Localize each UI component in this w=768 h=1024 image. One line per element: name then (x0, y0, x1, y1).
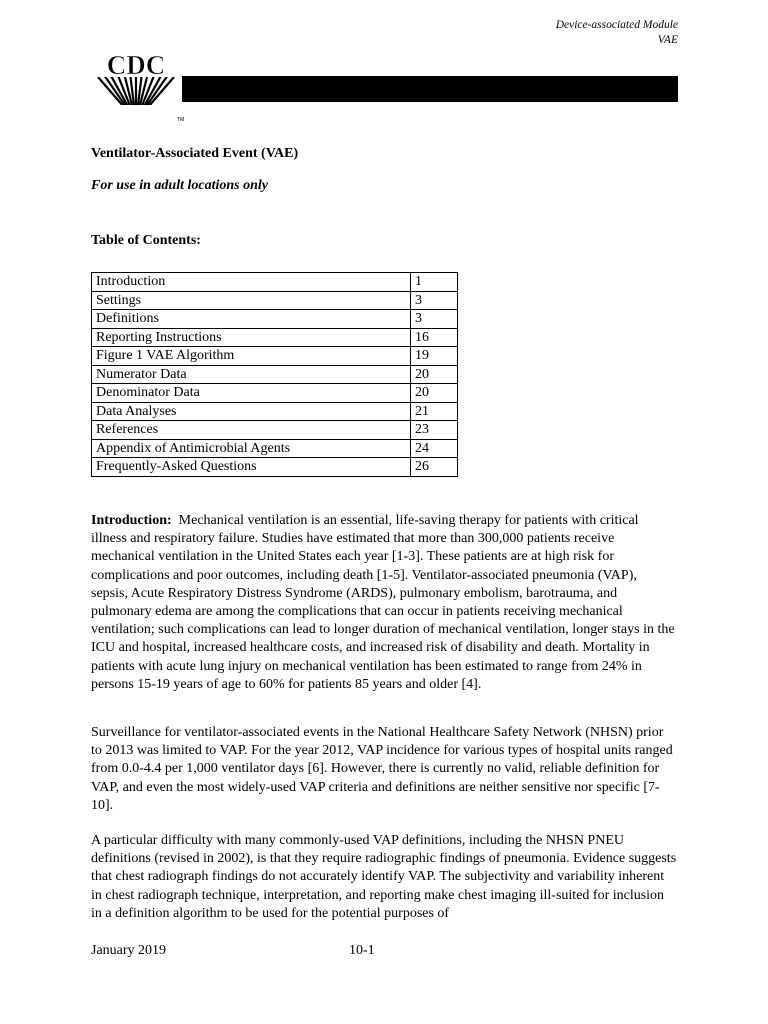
toc-page: 23 (411, 421, 458, 440)
toc-page: 20 (411, 384, 458, 403)
header-module: Device-associated Module (555, 19, 678, 31)
toc-page: 3 (411, 291, 458, 310)
table-of-contents (91, 272, 458, 477)
footer-page-number: 10-1 (349, 943, 375, 958)
toc-entry[interactable]: Settings (92, 291, 411, 310)
toc-entry[interactable]: Denominator Data (92, 384, 411, 403)
introduction-lead: Introduction: (91, 513, 172, 528)
toc-page: 16 (411, 328, 458, 347)
toc-entry[interactable]: Numerator Data (92, 365, 411, 384)
toc-row[interactable] (92, 421, 458, 440)
toc-page: 24 (411, 439, 458, 458)
toc-page: 26 (411, 458, 458, 477)
toc-row[interactable] (92, 439, 458, 458)
toc-row[interactable] (92, 273, 458, 292)
logo-trademark: TM (177, 117, 185, 123)
running-header (556, 18, 678, 48)
toc-page: 19 (411, 347, 458, 366)
toc-row[interactable] (92, 402, 458, 421)
document-subtitle: For use in adult locations only (91, 178, 268, 193)
toc-entry[interactable]: Reporting Instructions (92, 328, 411, 347)
toc-page: 20 (411, 365, 458, 384)
toc-row[interactable] (92, 458, 458, 477)
toc-heading: Table of Contents: (91, 233, 201, 248)
toc-entry[interactable]: Frequently-Asked Questions (92, 458, 411, 477)
toc-row[interactable] (92, 384, 458, 403)
header-bar (176, 76, 678, 102)
footer-date: January 2019 (91, 943, 167, 958)
toc-entry[interactable]: References (92, 421, 411, 440)
toc-entry[interactable]: Appendix of Antimicrobial Agents (92, 439, 411, 458)
toc-entry[interactable]: Data Analyses (92, 402, 411, 421)
logo-text: CDC (106, 50, 166, 80)
toc-entry[interactable]: Figure 1 VAE Algorithm (92, 347, 411, 366)
toc-page: 21 (411, 402, 458, 421)
document-title: Ventilator-Associated Event (VAE) (91, 146, 299, 161)
toc-entry[interactable]: Definitions (92, 310, 411, 329)
introduction-paragraph (91, 512, 677, 694)
toc-entry[interactable]: Introduction (92, 273, 411, 292)
toc-page: 1 (411, 273, 458, 292)
surveillance-paragraph: Surveillance for ventilator-associated events in the National Healthcare Safety Network (NHSN) prior to 2013 was limited to VAP. For the year 2012, VAP incidence for various types of hospital units ranged from 0.0-4.4 per 1,000 ventilator days [6]. However, there is currently no valid, reliable definition for VAP, and even the most widely-used VAP criteria and definitions are neither sensitive nor specific [7-10]. (91, 725, 673, 813)
header-section: VAE (657, 34, 678, 46)
toc-row[interactable] (92, 347, 458, 366)
toc-row[interactable] (92, 328, 458, 347)
toc-page: 3 (411, 310, 458, 329)
toc-row[interactable] (92, 365, 458, 384)
introduction-text: Mechanical ventilation is an essential, life-saving therapy for patients with critical illness and respiratory failure. Studies have estimated that more than 300,000 patients receive mechanical ventilation in the United States each year [1-3]. These patients are at high risk for complications and poor outcomes, including death [1-5]. Ventilator-associated pneumonia (VAP), sepsis, Acute Respiratory Distress Syndrome (ARDS), pulmonary embolism, barotrauma, and pulmonary edema are among the complications that can occur in patients receiving mechanical ventilation; such complications can lead to longer duration of mechanical ventilation, longer stays in the ICU and hospital, increased healthcare costs, and increased risk of disability and death. Mortality in patients with acute lung injury on mechanical ventilation has been estimated to range from 24% in persons 15-19 years of age to 60% for patients 85 years and older [4]. (91, 513, 675, 692)
toc-row[interactable] (92, 310, 458, 329)
toc-row[interactable] (92, 291, 458, 310)
definitions-paragraph: A particular difficulty with many commonly-used VAP definitions, including the NHSN PNEU definitions (revised in 2002), is that they require radiographic findings of pneumonia. Evidence suggests that chest radiograph findings do not accurately identify VAP. The subjectivity and variability inherent in chest radiograph technique, interpretation, and reporting make chest imaging ill-suited for inclusion in a definition algorithm to be used for the potential purposes of (91, 833, 677, 921)
